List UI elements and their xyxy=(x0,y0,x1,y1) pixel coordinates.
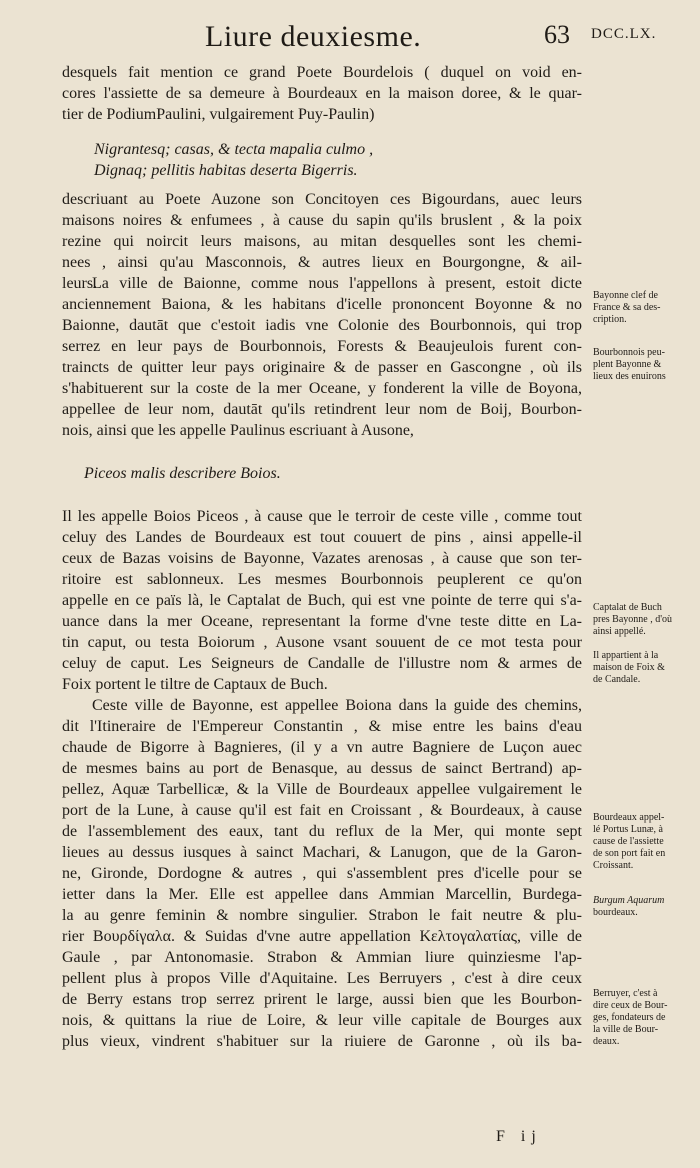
text-line: rezine qui noircit leurs maisons, au mitan desquelles sont les chemi- xyxy=(62,233,582,250)
text-line: tin caput, ou testa Boiorum , Ausone vsant souuent de ce mot testa pour xyxy=(62,634,582,651)
text-line: nois, ainsi que les appelle Paulinus escriuant à Ausone, xyxy=(62,422,414,439)
note-line: de son port fait en xyxy=(593,848,666,859)
page-header xyxy=(0,14,700,54)
marginal-note xyxy=(593,602,693,638)
note-line: plent Bayonne & xyxy=(593,359,662,370)
text-line: Il les appelle Boios Piceos , à cause que le terroir de ceste ville , comme tout xyxy=(62,508,582,525)
text-line: La ville de Baionne, comme nous l'appellons à present, estoit dicte xyxy=(92,275,582,292)
note-line: Bourdeaux appel- xyxy=(593,812,665,823)
text-line: nees , ainsi qu'au Masconnois, & autres lieux en Bourgongne, & ail- xyxy=(62,254,582,271)
marginal-note xyxy=(593,347,693,383)
text-line: Foix portent le tiltre de Captaux de Buch. xyxy=(62,676,328,693)
text-line: anciennement Baiona, & les habitans d'icelle prononcent Boyonne & no xyxy=(62,296,582,313)
note-line: ainsi appellé. xyxy=(593,626,646,637)
text-line: celuy de caput. Les Seigneurs de Candalle de l'illustre nom & armes de xyxy=(62,655,582,672)
text-line: pellez, Aquæ Tarbellicæ, & la Ville de Bourdeaux appellee vulgairement le xyxy=(62,781,582,798)
note-line: lieux des enuirons xyxy=(593,371,666,382)
text-line: de Berry estans trop serrez prirent le large, aussi bien que les Bourbon- xyxy=(62,991,582,1008)
note-line: Captalat de Buch xyxy=(593,602,662,613)
paragraph-4 xyxy=(62,506,582,695)
verse-quote-2: Piceos malis describere Boios. xyxy=(84,465,281,482)
marginal-note xyxy=(593,650,693,686)
text-line: s'habituerent sur la coste de la mer Oceane, y fonderent la ville de Boyona, xyxy=(62,380,582,397)
note-line: maison de Foix & xyxy=(593,662,665,673)
text-line: tier de PodiumPaulini, vulgairement Puy-Paulin) xyxy=(62,106,375,123)
text-line: lieues au dessus iusques à sainct Machari, & Lanugon, que de la Garon- xyxy=(62,844,582,861)
note-line: deaux. xyxy=(593,1036,620,1047)
text-line: ietter dans la Mer. Elle est appellee dans Ammian Marcellin, Burdega- xyxy=(62,886,582,903)
marginal-note xyxy=(593,290,693,326)
note-line: de Candale. xyxy=(593,674,641,685)
main-text xyxy=(62,62,582,1052)
text-line: plus vieux, vindrent s'habituer sur la riuiere de Garonne , où ils ba- xyxy=(62,1033,582,1050)
text-line: ritoire est sablonneux. Les mesmes Bourbonnois peuplerent ce qu'on xyxy=(62,571,582,588)
text-line: pellent plus à propos Ville d'Aquitaine. Les Berruyers , c'est à dire ceux xyxy=(62,970,582,987)
text-line: ne, Gironde, Dordogne & autres , qui s'assemblent pres d'icelle pour se xyxy=(62,865,582,882)
text-line: rier Βουρδίγαλα. & Suidas d'vne autre appellation Κελτογαλατίας, ville de xyxy=(62,928,582,945)
text-line: desquels fait mention ce grand Poete Bourdelois ( duquel on void en- xyxy=(62,64,582,81)
marginal-note xyxy=(593,895,693,919)
text-line: nois, & quittans la riue de Loire, & leur ville capitale de Bourges aux xyxy=(62,1012,582,1029)
text-line: uance dans la mer Oceane, representant la forme d'vne teste ditte en La- xyxy=(62,613,582,630)
page-number: 63 xyxy=(544,20,570,49)
text-line: cores l'assiette de sa demeure à Bourdeaux en la maison doree, & le quar- xyxy=(62,85,582,102)
note-line: ges, fondateurs de xyxy=(593,1012,666,1023)
note-line: Bayonne clef de xyxy=(593,290,658,301)
marginal-note xyxy=(593,988,693,1048)
note-line: pres Bayonne , d'où xyxy=(593,614,673,625)
paragraph-3 xyxy=(62,273,582,441)
text-line: leurs. xyxy=(62,275,98,292)
note-line: cription. xyxy=(593,314,627,325)
note-line: la ville de Bour- xyxy=(593,1024,659,1035)
note-line: Bourbonnois peu- xyxy=(593,347,665,358)
text-line: de l'assemblement des eaux, tant du reflux de la Mer, qui monte sept xyxy=(62,823,582,840)
text-line: chaude de Bigorre à Bagnieres, (il y a vn autre Bagniere de Luçon auec xyxy=(62,739,582,756)
text-line: Ceste ville de Bayonne, est appellee Boiona dans la guide des chemins, xyxy=(92,697,582,714)
note-line: lé Portus Lunæ, à xyxy=(593,824,663,835)
text-line: celuy des Landes de Bourdeaux est tout couuert de pins , ainsi appelle-il xyxy=(62,529,582,546)
text-line: de mesmes bains au port de Benasque, au dessus de sainct Bertrand) ap- xyxy=(62,760,582,777)
paragraph-1 xyxy=(62,62,582,125)
verse-line: Dignaq; pellitis habitas deserta Bigerris. xyxy=(94,162,358,179)
text-line: descriuant au Poete Auzone son Concitoyen ces Bigourdans, auec leurs xyxy=(62,191,582,208)
text-line: Gaule , par Antonomasie. Strabon & Ammian liure quinziesme l'ap- xyxy=(62,949,582,966)
note-line: France & sa des- xyxy=(593,302,661,313)
note-line: cause de l'assiette xyxy=(593,836,664,847)
text-line: maisons noires & enfumees , à cause du sapin qu'ils bruslent , & la poix xyxy=(62,212,582,229)
note-line: bourdeaux. xyxy=(593,907,638,918)
note-line: Il appartient à la xyxy=(593,650,659,661)
text-line: traincts de quitter leur pays originaire & de passer en Gascongne , où ils xyxy=(62,359,582,376)
note-line: dire ceux de Bour- xyxy=(593,1000,668,1011)
text-line: la au genre feminin & nombre singulier. Strabon le fait neutre & plu- xyxy=(62,907,582,924)
note-line: Burgum Aquarum xyxy=(593,895,665,906)
sheet-mark: DCC.LX. xyxy=(591,26,657,42)
text-line: Baionne, dautāt que c'estoit iadis vne Colonie des Bourbonnois, qui trop xyxy=(62,317,582,334)
text-line: port de la Lune, à cause qu'il est fait en Croissant , & Bourdeaux, à cause xyxy=(62,802,582,819)
running-head: Liure deuxiesme. xyxy=(205,20,422,53)
marginal-note xyxy=(593,812,693,872)
note-line: Croissant. xyxy=(593,860,634,871)
paragraph-5 xyxy=(62,695,582,1052)
text-line: dit l'Itineraire de l'Empereur Constantin , & mise entre les bains d'eau xyxy=(62,718,582,735)
verse-quote-1 xyxy=(62,139,582,181)
text-line: appelle en ce païs là, le Captalat de Buch, qui est vne pointe de terre qui s'a- xyxy=(62,592,582,609)
note-line: Berruyer, c'est à xyxy=(593,988,658,999)
text-line: appellee de leur nom, dautāt qu'ils retindrent leur nom de Boij, Bourbon- xyxy=(62,401,582,418)
text-line: serrez en leur pays de Bourbonnois, Forests & Beaujeulois furent con- xyxy=(62,338,582,355)
signature-mark: F ij xyxy=(496,1128,542,1145)
verse-line: Nigrantesq; casas, & tecta mapalia culmo , xyxy=(94,141,374,158)
text-line: ceux de Bazas voisins de Bayonne, Vazates arenosas , à cause que son ter- xyxy=(62,550,582,567)
